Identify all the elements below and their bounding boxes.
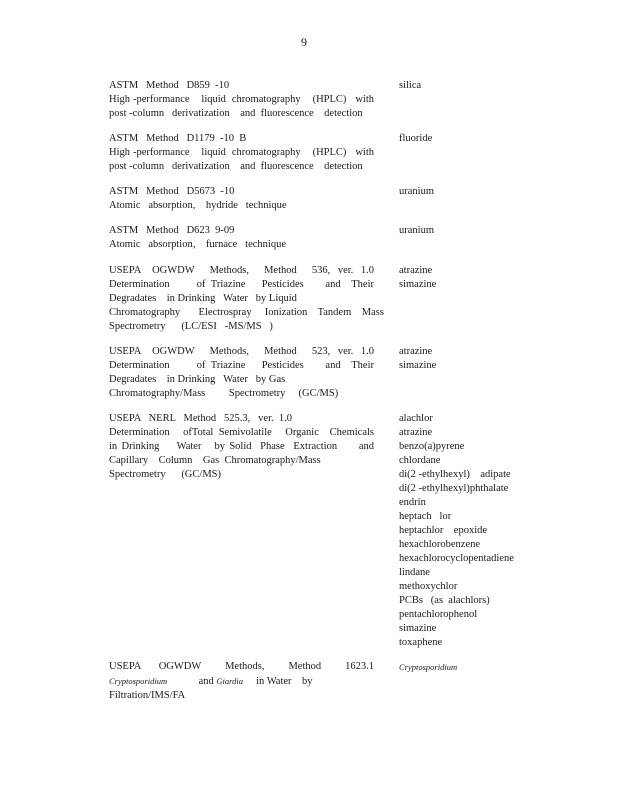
analyte: lindane	[399, 567, 430, 578]
organism-name: Cryptosporidium	[109, 676, 168, 686]
method-detail-text: in Water by	[256, 676, 313, 687]
analyte-list	[399, 345, 519, 373]
analyte-list	[399, 412, 519, 650]
analyte: hexachlorobenzene	[399, 539, 481, 550]
method-detail-line: in Drinking Water by Solid Phase Extraction and	[109, 441, 374, 452]
method-detail-line: Determination of Triazine Pesticides and Their	[109, 360, 374, 371]
method-detail-line: Chromatography/Mass Spectrometry (GC/MS)	[109, 388, 339, 399]
method-title: USEPA NERL Method 525.3, ver. 1.0	[109, 413, 292, 424]
conjunction: and	[198, 676, 214, 687]
method-detail-line: Spectrometry (GC/MS)	[109, 469, 221, 480]
method-description	[109, 132, 374, 174]
analyte: heptachlor epoxide	[399, 525, 488, 536]
method-description	[109, 660, 374, 703]
method-description	[109, 345, 374, 401]
analyte: benzo(a)pyrene	[399, 441, 465, 452]
analyte: silica	[399, 80, 422, 91]
organism-name: Giardia	[216, 676, 243, 686]
method-title: ASTM Method D5673 -10	[109, 186, 235, 197]
analyte: simazine	[399, 360, 437, 371]
method-description	[109, 224, 374, 252]
analyte: simazine	[399, 279, 437, 290]
method-title: USEPA OGWDW Methods, Method 536, ver. 1.0	[109, 265, 374, 276]
analyte-list	[399, 132, 519, 146]
method-detail-line: Capillary Column Gas Chromatography/Mass	[109, 455, 321, 466]
method-description	[109, 79, 374, 121]
analyte: heptach lor	[399, 511, 452, 522]
analyte-list	[399, 660, 519, 674]
method-detail-line: Filtration/IMS/FA	[109, 690, 186, 701]
method-detail-line: Determination ofTotal Semivolatile Organic Chemicals	[109, 427, 374, 438]
analyte: pentachlorophenol	[399, 609, 478, 620]
method-title: ASTM Method D859 -10	[109, 80, 230, 91]
method-detail-line: post -column derivatization and fluorescence detection	[109, 161, 363, 172]
analyte: simazine	[399, 623, 437, 634]
page-number: 9	[301, 35, 307, 49]
method-detail-line: Degradates in Drinking Water by Gas	[109, 374, 286, 385]
analyte-list	[399, 185, 519, 199]
method-detail-line: Spectrometry (LC/ESI -MS/MS )	[109, 321, 273, 332]
analyte: atrazine	[399, 346, 433, 357]
analyte: uranium	[399, 225, 434, 236]
method-description	[109, 412, 374, 482]
method-title: ASTM Method D1179 -10 B	[109, 133, 247, 144]
analyte: chlordane	[399, 455, 441, 466]
method-detail-line: Degradates in Drinking Water by Liquid	[109, 293, 297, 304]
method-title: USEPA OGWDW Methods, Method 1623.1	[109, 661, 374, 672]
method-detail-line: Determination of Triazine Pesticides and Their	[109, 279, 374, 290]
analyte: atrazine	[399, 265, 433, 276]
analyte: Cryptosporidium	[399, 662, 458, 672]
method-description	[109, 264, 384, 334]
method-detail-line: Atomic absorption, hydride technique	[109, 200, 287, 211]
analyte-list	[399, 79, 519, 93]
analyte: fluoride	[399, 133, 433, 144]
analyte: di(2 -ethylhexyl) adipate	[399, 469, 511, 480]
method-title: USEPA OGWDW Methods, Method 523, ver. 1.0	[109, 346, 374, 357]
method-detail-line: High -performance liquid chromatography (HPLC) with	[109, 94, 374, 105]
analyte: PCBs (as alachlors)	[399, 595, 490, 606]
analyte-list	[399, 264, 519, 292]
method-detail-line: post -column derivatization and fluorescence detection	[109, 108, 363, 119]
analyte: endrin	[399, 497, 426, 508]
method-detail-line: Chromatography Electrospray Ionization Tandem Mass	[109, 307, 384, 318]
analyte: di(2 -ethylhexyl)phthalate	[399, 483, 509, 494]
analyte: uranium	[399, 186, 434, 197]
method-detail-line	[109, 674, 374, 689]
analyte: toxaphene	[399, 637, 443, 648]
analyte-list	[399, 224, 519, 238]
analyte: hexachlorocyclopentadiene	[399, 553, 514, 564]
method-detail-line: High -performance liquid chromatography (HPLC) with	[109, 147, 374, 158]
method-title: ASTM Method D623 9-09	[109, 225, 235, 236]
method-description	[109, 185, 374, 213]
analyte: methoxychlor	[399, 581, 458, 592]
analyte: alachlor	[399, 413, 433, 424]
analyte: atrazine	[399, 427, 433, 438]
method-detail-line: Atomic absorption, furnace technique	[109, 239, 286, 250]
